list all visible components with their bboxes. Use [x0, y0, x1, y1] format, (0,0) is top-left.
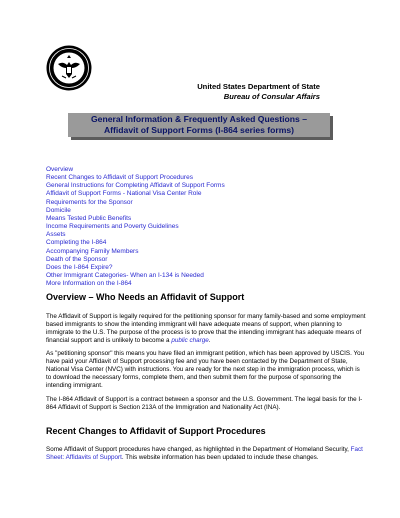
overview-p1-end: .	[208, 337, 211, 344]
recent-changes-heading: Recent Changes to Affidavit of Support Procedures	[46, 426, 266, 436]
toc-link-more-information[interactable]: More Information on the I-864	[46, 280, 132, 288]
agency-name: United States Department of State	[197, 82, 320, 91]
public-charge-link[interactable]: public charge	[171, 337, 209, 344]
toc-link-nvc-role[interactable]: Affidavit of Support Forms - National Visa Center Role	[46, 190, 202, 198]
toc-link-assets[interactable]: Assets	[46, 231, 66, 239]
toc-link-recent-changes[interactable]: Recent Changes to Affidavit of Support Procedures	[46, 174, 193, 182]
recent-p1-text: Some Affidavit of Support procedures have changed, as highlighted in the Department of Homeland Security,	[46, 446, 351, 453]
bureau-name: Bureau of Consular Affairs	[223, 92, 320, 101]
overview-paragraph-1	[46, 313, 366, 345]
toc-link-death-of-sponsor[interactable]: Death of the Sponsor	[46, 255, 108, 263]
toc-link-general-instructions[interactable]: General Instructions for Completing Affidavit of Support Forms	[46, 182, 225, 190]
table-of-contents	[46, 166, 225, 288]
recent-p1-end: . This website information has been updated to include these changes.	[121, 454, 319, 461]
overview-paragraph-2: As "petitioning sponsor" this means you have filed an immigrant petition, which has been approved by USCIS. You have paid your Affidavit of Support processing fee and you have been contacted by the Department of State, National Visa Center (NVC) with instructions. You are ready for the next step in the immigration process, which is to download the necessary forms, complete them, and then submit them for the purpose of sponsoring the intending immigrant.	[46, 350, 365, 389]
toc-link-expire[interactable]: Does the I-864 Expire?	[46, 263, 113, 271]
banner-line-2: Affidavit of Support Forms (I-864 series forms)	[103, 125, 295, 135]
department-of-state-seal	[46, 45, 92, 91]
toc-link-completing-i864[interactable]: Completing the I-864	[46, 239, 107, 247]
overview-heading: Overview – Who Needs an Affidavit of Support	[46, 292, 245, 302]
overview-p1-text: The Affidavit of Support is legally required for the petitioning sponsor for many family-based and some employment based immigrants to show the intending immigrant will have adequate means of support, when planning to immigrate to the U.S. The purpose of the process is to prove that the intending immigrant has adequate means of financial support and is unlikely to become a	[46, 313, 366, 344]
toc-link-domicile[interactable]: Domicile	[46, 206, 71, 214]
toc-link-sponsor-requirements[interactable]: Requirements for the Sponsor	[46, 198, 133, 206]
toc-link-other-categories[interactable]: Other Immigrant Categories- When an I-134 is Needed	[46, 272, 204, 280]
title-banner	[68, 113, 330, 137]
toc-link-overview[interactable]: Overview	[46, 166, 74, 173]
toc-link-public-benefits[interactable]: Means Tested Public Benefits	[46, 214, 132, 222]
agency-header	[197, 82, 320, 102]
toc-link-income-requirements[interactable]: Income Requirements and Poverty Guidelines	[46, 223, 179, 231]
toc-link-family-members[interactable]: Accompanying Family Members	[46, 247, 139, 255]
banner-line-1: General Information & Frequently Asked Questions –	[90, 114, 307, 124]
overview-paragraph-3: The I-864 Affidavit of Support is a contract between a sponsor and the U.S. Government. The legal basis for the I-864 Affidavit of Support is Section 213A of the Immigration and Nationality Act (INA).	[46, 396, 363, 411]
fact-sheet-link[interactable]: Fact Sheet: Affidavits of Support	[46, 446, 363, 461]
recent-changes-paragraph	[46, 446, 366, 462]
